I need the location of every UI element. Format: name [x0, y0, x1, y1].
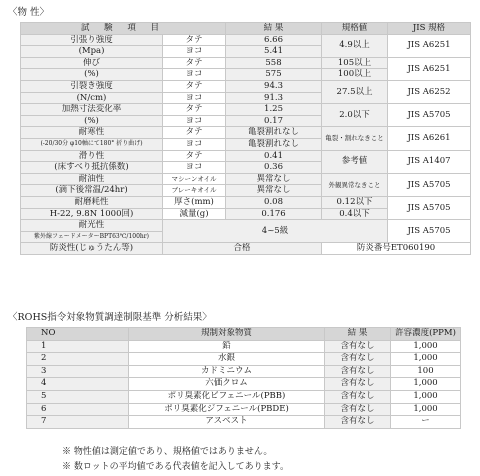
item-unit: (%)	[21, 115, 163, 127]
table-row	[21, 220, 471, 232]
direction-cell: タテ	[163, 127, 226, 139]
standard-cell: 0.12以下	[322, 196, 388, 208]
note-measured-values: ※ 物性値は測定値であり、規格値ではありません。	[62, 447, 273, 457]
standard-cell: 参考値	[322, 150, 388, 173]
result-cell: 94.3	[226, 80, 322, 92]
table-row	[21, 34, 471, 46]
result-cell: 5.41	[226, 46, 322, 58]
table-row	[21, 127, 471, 139]
direction-cell: タテ	[163, 150, 226, 162]
substance-cell: カドミニウム	[129, 365, 325, 378]
item-light-resistance: 耐光性	[21, 220, 163, 232]
result-cell: 0.176	[226, 208, 322, 220]
jis-cell: JIS A1407	[388, 150, 471, 173]
item-heat-dimension: 加熱寸法変化率	[21, 104, 163, 116]
result-cell: 575	[226, 69, 322, 81]
allowable-cell: 1,000	[391, 378, 461, 391]
item-cold-resistance: 耐寒性	[21, 127, 163, 139]
result-cell: 含有なし	[325, 365, 391, 378]
table-row	[27, 353, 461, 366]
item-tensile: 引張り強度	[21, 34, 163, 46]
table-row	[27, 390, 461, 403]
table-row	[21, 150, 471, 162]
substance-cell: ポリ臭素化ジフェニール(PBDE)	[129, 403, 325, 416]
item-oil-resistance: 耐油性	[21, 173, 163, 185]
direction-cell: タテ	[163, 104, 226, 116]
item-unit: (Mpa)	[21, 46, 163, 58]
oil-type-cell: ブレーキオイル	[163, 185, 226, 197]
substance-cell: 六価クロム	[129, 378, 325, 391]
jis-cell: JIS A6251	[388, 57, 471, 80]
no-cell: 1	[27, 340, 129, 353]
direction-cell: ヨコ	[163, 138, 226, 150]
jis-cell: JIS A5705	[388, 173, 471, 196]
direction-cell: ヨコ	[163, 92, 226, 104]
direction-cell: タテ	[163, 34, 226, 46]
result-cell: 0.08	[226, 196, 322, 208]
jis-cell: JIS A6261	[388, 127, 471, 150]
table-row	[27, 378, 461, 391]
result-cell: 含有なし	[325, 378, 391, 391]
allowable-cell: 1,000	[391, 353, 461, 366]
table-row	[21, 173, 471, 185]
result-cell: 1.25	[226, 104, 322, 116]
result-cell: 含有なし	[325, 403, 391, 416]
rohs-table	[26, 327, 461, 429]
table-row	[21, 80, 471, 92]
oil-type-cell: マシーンオイル	[163, 173, 226, 185]
measure-cell: 厚さ(mm)	[163, 196, 226, 208]
allowable-cell: 1,000	[391, 390, 461, 403]
standard-cell: 4.9以上	[322, 34, 388, 57]
item-condition: (-20/30分 φ10軸にて180° 折り曲げ)	[21, 138, 163, 150]
table-row	[27, 403, 461, 416]
standard-cell: 27.5以上	[322, 80, 388, 103]
result-cell: 含有なし	[325, 340, 391, 353]
standard-cell: 105以上	[322, 57, 388, 69]
table-row	[21, 57, 471, 69]
table-row	[21, 104, 471, 116]
table-row	[21, 196, 471, 208]
result-cell: 91.3	[226, 92, 322, 104]
direction-cell: ヨコ	[163, 46, 226, 58]
result-cell: 合格	[163, 243, 322, 255]
header-allowable: 許容濃度(PPM)	[391, 328, 461, 341]
no-cell: 5	[27, 390, 129, 403]
result-cell: 0.17	[226, 115, 322, 127]
no-cell: 4	[27, 378, 129, 391]
direction-cell: ヨコ	[163, 69, 226, 81]
item-tear: 引裂き強度	[21, 80, 163, 92]
result-cell: 6.66	[226, 34, 322, 46]
result-cell: 異常なし	[226, 185, 322, 197]
jis-cell: JIS A5705	[388, 104, 471, 127]
measure-cell: 減量(g)	[163, 208, 226, 220]
standard-cell: 100以上	[322, 69, 388, 81]
item-unit: (N/cm)	[21, 92, 163, 104]
table-header	[27, 328, 461, 341]
header-standard: 規格値	[322, 23, 388, 35]
header-test-item: 試 験 項 目	[21, 23, 226, 35]
header-jis: JIS 規格	[388, 23, 471, 35]
header-result: 結 果	[226, 23, 322, 35]
header-result: 結 果	[325, 328, 391, 341]
jis-cell: JIS A5705	[388, 196, 471, 219]
note-representative-values: ※ 数ロットの平均値である代表値を記入してあります。	[62, 462, 289, 472]
result-cell: 異常なし	[226, 173, 322, 185]
no-cell: 6	[27, 403, 129, 416]
table-header	[21, 23, 471, 35]
item-condition: (床すべり抵抗係数)	[21, 162, 163, 174]
table-row	[27, 416, 461, 429]
item-condition: H-22, 9.8N 1000回)	[21, 208, 163, 220]
table-row	[27, 340, 461, 353]
allowable-cell: 100	[391, 365, 461, 378]
direction-cell: タテ	[163, 57, 226, 69]
jis-cell: JIS A5705	[388, 220, 471, 243]
result-cell: 含有なし	[325, 353, 391, 366]
item-condition: (滴下後常温/24hr)	[21, 185, 163, 197]
item-condition: 紫外線フェードメーターBPT63℃/100hr)	[21, 231, 163, 243]
standard-cell: 亀裂・割れなきこと	[322, 127, 388, 150]
item-flame-proof: 防炎性(じゅうたん等)	[21, 243, 163, 255]
substance-cell: アスベスト	[129, 416, 325, 429]
section-title-rohs: 〈ROHS指令対象物質調達制限基準 分析結果〉	[8, 312, 212, 323]
properties-table	[20, 22, 471, 255]
flame-number-cell: 防炎番号ET060190	[322, 243, 471, 255]
direction-cell: ヨコ	[163, 162, 226, 174]
jis-cell: JIS A6251	[388, 34, 471, 57]
direction-cell: ヨコ	[163, 115, 226, 127]
no-cell: 7	[27, 416, 129, 429]
result-cell: 0.41	[226, 150, 322, 162]
standard-cell: 2.0以下	[322, 104, 388, 127]
result-cell: 亀裂割れなし	[226, 138, 322, 150]
allowable-cell: ー	[391, 416, 461, 429]
allowable-cell: 1,000	[391, 340, 461, 353]
result-cell: 4~5級	[163, 220, 388, 243]
header-substance: 規制対象物質	[129, 328, 325, 341]
item-unit: (%)	[21, 69, 163, 81]
result-cell: 含有なし	[325, 390, 391, 403]
substance-cell: 水銀	[129, 353, 325, 366]
table-row	[27, 365, 461, 378]
item-elongation: 伸び	[21, 57, 163, 69]
result-cell: 含有なし	[325, 416, 391, 429]
item-abrasion: 耐磨耗性	[21, 196, 163, 208]
allowable-cell: 1,000	[391, 403, 461, 416]
standard-cell: 0.4以下	[322, 208, 388, 220]
substance-cell: ポリ臭素化ビフェニール(PBB)	[129, 390, 325, 403]
item-slip: 滑り性	[21, 150, 163, 162]
header-no: NO	[27, 328, 129, 341]
direction-cell: タテ	[163, 80, 226, 92]
result-cell: 0.36	[226, 162, 322, 174]
section-title-properties: 〈物 性〉	[8, 7, 50, 18]
standard-cell: 外観異常なきこと	[322, 173, 388, 196]
no-cell: 3	[27, 365, 129, 378]
result-cell: 亀裂割れなし	[226, 127, 322, 139]
table-row	[21, 243, 471, 255]
jis-cell: JIS A6252	[388, 80, 471, 103]
no-cell: 2	[27, 353, 129, 366]
substance-cell: 鉛	[129, 340, 325, 353]
result-cell: 558	[226, 57, 322, 69]
